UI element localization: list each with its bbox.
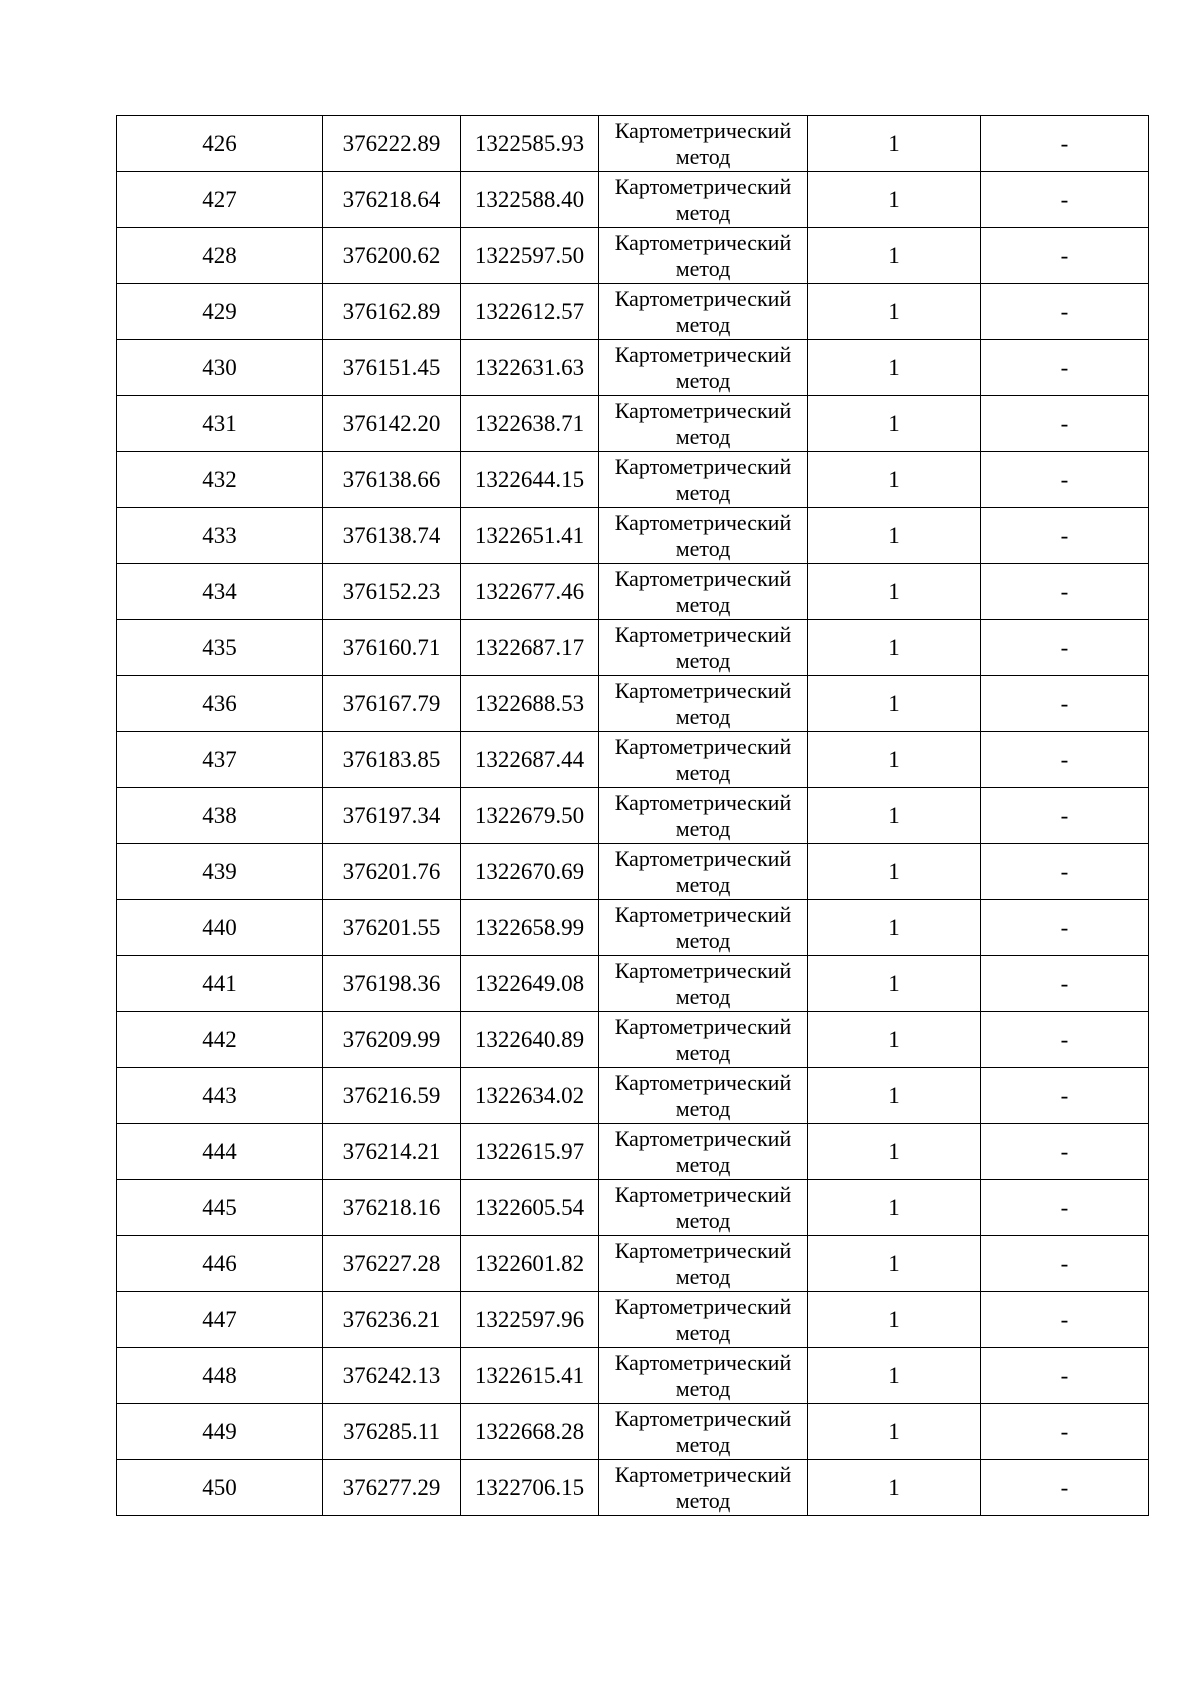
- x-coordinate-cell: 376201.76: [323, 844, 461, 900]
- y-coordinate-cell: 1322638.71: [461, 396, 599, 452]
- method-cell: [599, 172, 808, 228]
- accuracy-cell: 1: [808, 1292, 981, 1348]
- method-text-line2: метод: [675, 1431, 731, 1457]
- table-row: [117, 508, 1149, 564]
- accuracy-cell: 1: [808, 1124, 981, 1180]
- method-text-line2: метод: [675, 311, 731, 337]
- x-coordinate-cell: 376277.29: [323, 1460, 461, 1516]
- method-cell: [599, 620, 808, 676]
- method-text-line2: метод: [675, 1151, 731, 1177]
- point-number-cell: 429: [117, 284, 323, 340]
- table-row: [117, 844, 1149, 900]
- method-cell: [599, 1292, 808, 1348]
- method-cell: [599, 396, 808, 452]
- table-row: [117, 116, 1149, 172]
- accuracy-cell: 1: [808, 1348, 981, 1404]
- accuracy-cell: 1: [808, 116, 981, 172]
- method-text-line2: метод: [675, 199, 731, 225]
- accuracy-cell: 1: [808, 1012, 981, 1068]
- accuracy-cell: 1: [808, 228, 981, 284]
- table-row: [117, 788, 1149, 844]
- note-cell: -: [981, 1180, 1149, 1236]
- method-cell: [599, 340, 808, 396]
- method-cell: [599, 1236, 808, 1292]
- point-number-cell: 447: [117, 1292, 323, 1348]
- y-coordinate-cell: 1322601.82: [461, 1236, 599, 1292]
- method-text-line1: Картометрический: [614, 621, 792, 647]
- method-text-line2: метод: [675, 703, 731, 729]
- x-coordinate-cell: 376142.20: [323, 396, 461, 452]
- note-cell: -: [981, 844, 1149, 900]
- method-text-line1: Картометрический: [614, 1237, 792, 1263]
- table-row: [117, 1460, 1149, 1516]
- accuracy-cell: 1: [808, 676, 981, 732]
- x-coordinate-cell: 376218.64: [323, 172, 461, 228]
- accuracy-cell: 1: [808, 452, 981, 508]
- point-number-cell: 443: [117, 1068, 323, 1124]
- note-cell: -: [981, 1236, 1149, 1292]
- point-number-cell: 445: [117, 1180, 323, 1236]
- y-coordinate-cell: 1322687.44: [461, 732, 599, 788]
- note-cell: -: [981, 284, 1149, 340]
- table-row: [117, 564, 1149, 620]
- method-text-line1: Картометрический: [614, 677, 792, 703]
- note-cell: -: [981, 1348, 1149, 1404]
- method-text-line2: метод: [675, 647, 731, 673]
- method-text-line1: Картометрический: [614, 1181, 792, 1207]
- y-coordinate-cell: 1322651.41: [461, 508, 599, 564]
- x-coordinate-cell: 376201.55: [323, 900, 461, 956]
- coordinates-table-body: [117, 116, 1149, 1516]
- method-text-line1: Картометрический: [614, 1125, 792, 1151]
- method-cell: [599, 284, 808, 340]
- note-cell: -: [981, 172, 1149, 228]
- method-text-line1: Картометрический: [614, 1405, 792, 1431]
- x-coordinate-cell: 376242.13: [323, 1348, 461, 1404]
- x-coordinate-cell: 376138.66: [323, 452, 461, 508]
- table-row: [117, 1348, 1149, 1404]
- note-cell: -: [981, 1460, 1149, 1516]
- note-cell: -: [981, 1292, 1149, 1348]
- accuracy-cell: 1: [808, 788, 981, 844]
- note-cell: -: [981, 508, 1149, 564]
- table-row: [117, 284, 1149, 340]
- note-cell: -: [981, 1068, 1149, 1124]
- table-row: [117, 452, 1149, 508]
- method-text-line1: Картометрический: [614, 1461, 792, 1487]
- method-cell: [599, 228, 808, 284]
- point-number-cell: 431: [117, 396, 323, 452]
- method-text-line2: метод: [675, 1207, 731, 1233]
- table-row: [117, 1292, 1149, 1348]
- accuracy-cell: 1: [808, 508, 981, 564]
- table-row: [117, 1124, 1149, 1180]
- note-cell: -: [981, 956, 1149, 1012]
- x-coordinate-cell: 376160.71: [323, 620, 461, 676]
- method-cell: [599, 844, 808, 900]
- x-coordinate-cell: 376285.11: [323, 1404, 461, 1460]
- y-coordinate-cell: 1322706.15: [461, 1460, 599, 1516]
- accuracy-cell: 1: [808, 844, 981, 900]
- method-text-line1: Картометрический: [614, 453, 792, 479]
- table-row: [117, 1012, 1149, 1068]
- note-cell: -: [981, 340, 1149, 396]
- x-coordinate-cell: 376227.28: [323, 1236, 461, 1292]
- y-coordinate-cell: 1322688.53: [461, 676, 599, 732]
- method-text-line1: Картометрический: [614, 565, 792, 591]
- method-text-line2: метод: [675, 1375, 731, 1401]
- method-text-line1: Картометрический: [614, 901, 792, 927]
- method-cell: [599, 900, 808, 956]
- accuracy-cell: 1: [808, 172, 981, 228]
- note-cell: -: [981, 620, 1149, 676]
- y-coordinate-cell: 1322588.40: [461, 172, 599, 228]
- method-cell: [599, 1124, 808, 1180]
- method-text-line1: Картометрический: [614, 285, 792, 311]
- x-coordinate-cell: 376162.89: [323, 284, 461, 340]
- method-text-line1: Картометрический: [614, 341, 792, 367]
- y-coordinate-cell: 1322615.97: [461, 1124, 599, 1180]
- table-row: [117, 620, 1149, 676]
- point-number-cell: 437: [117, 732, 323, 788]
- x-coordinate-cell: 376214.21: [323, 1124, 461, 1180]
- x-coordinate-cell: 376138.74: [323, 508, 461, 564]
- y-coordinate-cell: 1322640.89: [461, 1012, 599, 1068]
- coordinates-table: [116, 115, 1149, 1516]
- method-text-line1: Картометрический: [614, 1013, 792, 1039]
- point-number-cell: 439: [117, 844, 323, 900]
- y-coordinate-cell: 1322615.41: [461, 1348, 599, 1404]
- accuracy-cell: 1: [808, 1236, 981, 1292]
- y-coordinate-cell: 1322670.69: [461, 844, 599, 900]
- point-number-cell: 432: [117, 452, 323, 508]
- note-cell: -: [981, 676, 1149, 732]
- point-number-cell: 444: [117, 1124, 323, 1180]
- accuracy-cell: 1: [808, 1460, 981, 1516]
- method-cell: [599, 116, 808, 172]
- method-text-line1: Картометрический: [614, 789, 792, 815]
- method-cell: [599, 788, 808, 844]
- x-coordinate-cell: 376151.45: [323, 340, 461, 396]
- x-coordinate-cell: 376236.21: [323, 1292, 461, 1348]
- y-coordinate-cell: 1322605.54: [461, 1180, 599, 1236]
- table-row: [117, 1068, 1149, 1124]
- method-cell: [599, 1012, 808, 1068]
- accuracy-cell: 1: [808, 340, 981, 396]
- point-number-cell: 450: [117, 1460, 323, 1516]
- method-text-line1: Картометрический: [614, 733, 792, 759]
- method-text-line1: Картометрический: [614, 173, 792, 199]
- note-cell: -: [981, 1124, 1149, 1180]
- y-coordinate-cell: 1322597.50: [461, 228, 599, 284]
- x-coordinate-cell: 376152.23: [323, 564, 461, 620]
- accuracy-cell: 1: [808, 732, 981, 788]
- method-text-line2: метод: [675, 927, 731, 953]
- x-coordinate-cell: 376183.85: [323, 732, 461, 788]
- method-cell: [599, 1180, 808, 1236]
- method-cell: [599, 452, 808, 508]
- point-number-cell: 428: [117, 228, 323, 284]
- method-cell: [599, 564, 808, 620]
- method-text-line2: метод: [675, 871, 731, 897]
- y-coordinate-cell: 1322597.96: [461, 1292, 599, 1348]
- accuracy-cell: 1: [808, 1404, 981, 1460]
- method-text-line1: Картометрический: [614, 1069, 792, 1095]
- table-row: [117, 956, 1149, 1012]
- method-text-line2: метод: [675, 1095, 731, 1121]
- method-cell: [599, 732, 808, 788]
- method-text-line2: метод: [675, 759, 731, 785]
- method-cell: [599, 1068, 808, 1124]
- method-text-line1: Картометрический: [614, 1349, 792, 1375]
- point-number-cell: 442: [117, 1012, 323, 1068]
- accuracy-cell: 1: [808, 396, 981, 452]
- method-text-line1: Картометрический: [614, 845, 792, 871]
- note-cell: -: [981, 732, 1149, 788]
- method-text-line2: метод: [675, 983, 731, 1009]
- point-number-cell: 449: [117, 1404, 323, 1460]
- method-cell: [599, 676, 808, 732]
- accuracy-cell: 1: [808, 1180, 981, 1236]
- table-row: [117, 228, 1149, 284]
- y-coordinate-cell: 1322612.57: [461, 284, 599, 340]
- method-text-line2: метод: [675, 1487, 731, 1513]
- method-text-line1: Картометрический: [614, 229, 792, 255]
- x-coordinate-cell: 376209.99: [323, 1012, 461, 1068]
- y-coordinate-cell: 1322687.17: [461, 620, 599, 676]
- method-text-line2: метод: [675, 815, 731, 841]
- point-number-cell: 441: [117, 956, 323, 1012]
- method-text-line2: метод: [675, 367, 731, 393]
- x-coordinate-cell: 376197.34: [323, 788, 461, 844]
- point-number-cell: 426: [117, 116, 323, 172]
- note-cell: -: [981, 1404, 1149, 1460]
- note-cell: -: [981, 396, 1149, 452]
- method-cell: [599, 1348, 808, 1404]
- y-coordinate-cell: 1322631.63: [461, 340, 599, 396]
- method-text-line2: метод: [675, 591, 731, 617]
- point-number-cell: 436: [117, 676, 323, 732]
- x-coordinate-cell: 376218.16: [323, 1180, 461, 1236]
- method-text-line1: Картометрический: [614, 509, 792, 535]
- method-cell: [599, 1404, 808, 1460]
- method-text-line2: метод: [675, 1039, 731, 1065]
- method-text-line2: метод: [675, 423, 731, 449]
- method-text-line2: метод: [675, 1263, 731, 1289]
- note-cell: -: [981, 1012, 1149, 1068]
- note-cell: -: [981, 900, 1149, 956]
- y-coordinate-cell: 1322649.08: [461, 956, 599, 1012]
- method-text-line1: Картометрический: [614, 397, 792, 423]
- table-row: [117, 396, 1149, 452]
- point-number-cell: 446: [117, 1236, 323, 1292]
- method-text-line1: Картометрический: [614, 1293, 792, 1319]
- accuracy-cell: 1: [808, 1068, 981, 1124]
- table-row: [117, 732, 1149, 788]
- note-cell: -: [981, 452, 1149, 508]
- accuracy-cell: 1: [808, 956, 981, 1012]
- note-cell: -: [981, 788, 1149, 844]
- x-coordinate-cell: 376167.79: [323, 676, 461, 732]
- y-coordinate-cell: 1322634.02: [461, 1068, 599, 1124]
- table-row: [117, 1236, 1149, 1292]
- y-coordinate-cell: 1322668.28: [461, 1404, 599, 1460]
- point-number-cell: 435: [117, 620, 323, 676]
- method-text-line2: метод: [675, 1319, 731, 1345]
- method-cell: [599, 508, 808, 564]
- y-coordinate-cell: 1322677.46: [461, 564, 599, 620]
- accuracy-cell: 1: [808, 284, 981, 340]
- table-row: [117, 1404, 1149, 1460]
- method-text-line2: метод: [675, 479, 731, 505]
- x-coordinate-cell: 376198.36: [323, 956, 461, 1012]
- table-row: [117, 340, 1149, 396]
- method-text-line2: метод: [675, 255, 731, 281]
- x-coordinate-cell: 376200.62: [323, 228, 461, 284]
- y-coordinate-cell: 1322658.99: [461, 900, 599, 956]
- y-coordinate-cell: 1322679.50: [461, 788, 599, 844]
- method-cell: [599, 956, 808, 1012]
- method-cell: [599, 1460, 808, 1516]
- point-number-cell: 438: [117, 788, 323, 844]
- method-text-line2: метод: [675, 143, 731, 169]
- point-number-cell: 448: [117, 1348, 323, 1404]
- table-row: [117, 1180, 1149, 1236]
- point-number-cell: 434: [117, 564, 323, 620]
- y-coordinate-cell: 1322644.15: [461, 452, 599, 508]
- x-coordinate-cell: 376216.59: [323, 1068, 461, 1124]
- x-coordinate-cell: 376222.89: [323, 116, 461, 172]
- y-coordinate-cell: 1322585.93: [461, 116, 599, 172]
- accuracy-cell: 1: [808, 900, 981, 956]
- note-cell: -: [981, 564, 1149, 620]
- table-row: [117, 676, 1149, 732]
- accuracy-cell: 1: [808, 620, 981, 676]
- accuracy-cell: 1: [808, 564, 981, 620]
- table-row: [117, 900, 1149, 956]
- method-text-line1: Картометрический: [614, 117, 792, 143]
- point-number-cell: 427: [117, 172, 323, 228]
- method-text-line2: метод: [675, 535, 731, 561]
- point-number-cell: 440: [117, 900, 323, 956]
- point-number-cell: 430: [117, 340, 323, 396]
- method-text-line1: Картометрический: [614, 957, 792, 983]
- note-cell: -: [981, 116, 1149, 172]
- table-row: [117, 172, 1149, 228]
- note-cell: -: [981, 228, 1149, 284]
- point-number-cell: 433: [117, 508, 323, 564]
